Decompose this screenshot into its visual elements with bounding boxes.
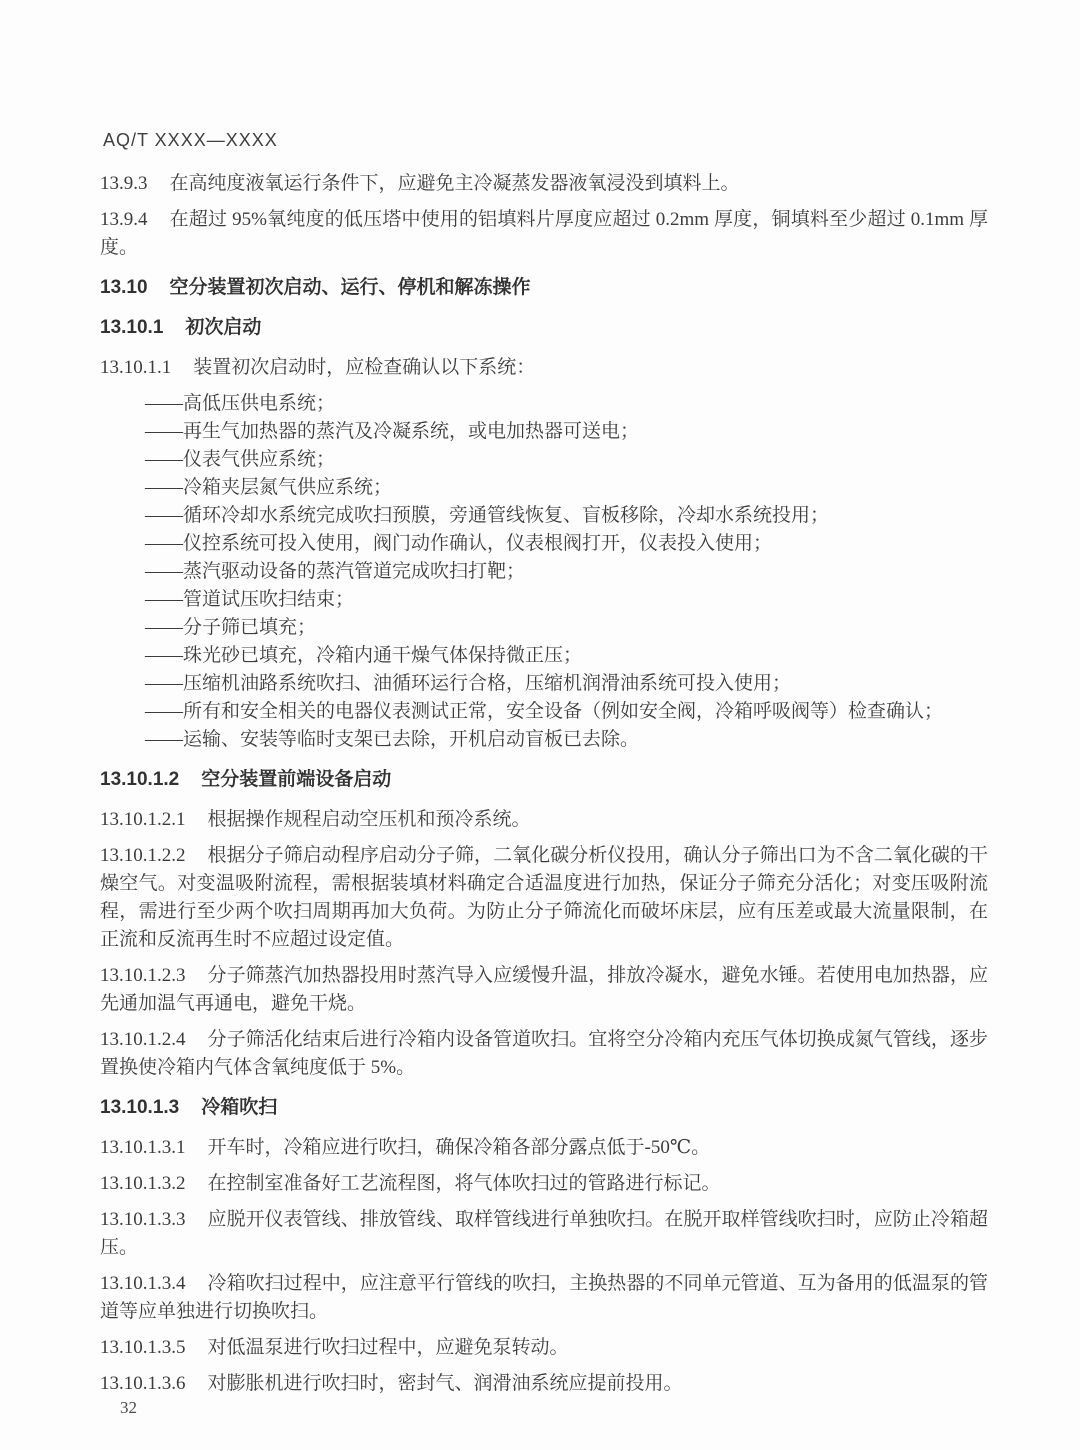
clause-number: 13.10.1.2 (100, 769, 180, 790)
clause-text: ——分子筛已填充； (145, 617, 317, 638)
clause-number: 13.10.1.2.3 (100, 965, 186, 986)
clause-text: 空分装置前端设备启动 (201, 769, 392, 790)
dash-list-item (100, 614, 988, 642)
clause-paragraph (100, 1134, 988, 1162)
clause-text: 分子筛活化结束后进行冷箱内设备管道吹扫。宜将空分冷箱内充压气体切换成氮气管线，逐步置换使冷箱内气体含氧纯度低于 5%。 (100, 1029, 988, 1078)
clause-paragraph (100, 1270, 988, 1326)
clause-number: 13.10.1.1 (100, 357, 172, 378)
clause-number: 13.10.1.2.2 (100, 845, 186, 866)
clause-number: 13.10 (100, 277, 148, 298)
clause-text: 对低温泵进行吹扫过程中，应避免泵转动。 (207, 1337, 569, 1358)
clause-text: ——冷箱夹层氮气供应系统； (145, 477, 393, 498)
clause-paragraph (100, 1370, 988, 1398)
clause-text: 在超过 95%氧纯度的低压塔中使用的铝填料片厚度应超过 0.2mm 厚度，铜填料至少超过 0.1mm 厚度。 (100, 209, 988, 258)
clause-text: ——再生气加热器的蒸汽及冷凝系统，或电加热器可送电； (145, 421, 640, 442)
doc-header-code: AQ/T XXXX—XXXX (103, 130, 278, 150)
clause-text: 根据操作规程启动空压机和预冷系统。 (207, 809, 531, 830)
clause-paragraph (100, 1026, 988, 1082)
clause-text: ——蒸汽驱动设备的蒸汽管道完成吹扫打靶； (145, 561, 526, 582)
dash-list-item (100, 530, 988, 558)
clause-text: 空分装置初次启动、运行、停机和解冻操作 (169, 277, 531, 298)
clause-text: 开车时，冷箱应进行吹扫，确保冷箱各部分露点低于-50℃。 (207, 1137, 711, 1158)
clause-number: 13.10.1.3 (100, 1097, 180, 1118)
section-heading (100, 274, 988, 302)
clause-text: 根据分子筛启动程序启动分子筛，二氧化碳分析仪投用，确认分子筛出口为不含二氧化碳的干燥空气。对变温吸附流程，需根据装填材料确定合适温度进行加热，保证分子筛充分活化；对变压吸附流程，需进行至少两个吹扫周期再加大负荷。为防止分子筛流化而破坏床层，应有压差或最大流量限制，在正流和反流再生时不应超过设定值。 (100, 845, 988, 950)
clause-paragraph (100, 206, 988, 262)
section-heading (100, 314, 988, 342)
page-number: 32 (120, 1398, 137, 1417)
clause-number: 13.9.3 (100, 173, 148, 194)
dash-list-item (100, 698, 988, 726)
document-body (100, 170, 988, 1406)
clause-number: 13.10.1.3.2 (100, 1173, 186, 1194)
clause-text: ——所有和安全相关的电器仪表测试正常，安全设备（例如安全阀，冷箱呼吸阀等）检查确认； (145, 701, 944, 722)
section-heading (100, 1094, 988, 1122)
clause-number: 13.10.1.3.6 (100, 1373, 186, 1394)
dash-list-item (100, 390, 988, 418)
clause-text: ——高低压供电系统； (145, 393, 336, 414)
dash-list-item (100, 502, 988, 530)
clause-number: 13.10.1.3.3 (100, 1209, 186, 1230)
clause-number: 13.10.1.3.1 (100, 1137, 186, 1158)
clause-text: 装置初次启动时，应检查确认以下系统： (193, 357, 536, 378)
dash-list-item (100, 558, 988, 586)
clause-number: 13.10.1.3.5 (100, 1337, 186, 1358)
clause-text: ——运输、安装等临时支架已去除，开机启动盲板已去除。 (145, 729, 640, 750)
clause-paragraph (100, 962, 988, 1018)
dash-list-item (100, 642, 988, 670)
clause-text: 分子筛蒸汽加热器投用时蒸汽导入应缓慢升温，排放冷凝水，避免水锤。若使用电加热器，应先通加温气再通电，避免干烧。 (100, 965, 988, 1014)
clause-text: ——仪表气供应系统； (145, 449, 336, 470)
dash-list-item (100, 726, 988, 754)
clause-text: 应脱开仪表管线、排放管线、取样管线进行单独吹扫。在脱开取样管线吹扫时，应防止冷箱超压。 (100, 1209, 988, 1258)
clause-number: 13.10.1.3.4 (100, 1273, 186, 1294)
clause-number: 13.9.4 (100, 209, 148, 230)
clause-paragraph (100, 1334, 988, 1362)
dash-list-item (100, 446, 988, 474)
clause-paragraph (100, 1206, 988, 1262)
section-heading (100, 766, 988, 794)
clause-text: 冷箱吹扫 (201, 1097, 278, 1118)
clause-paragraph (100, 806, 988, 834)
clause-paragraph (100, 842, 988, 954)
dash-list-item (100, 670, 988, 698)
clause-text: 在高纯度液氧运行条件下，应避免主冷凝蒸发器液氧浸没到填料上。 (169, 173, 740, 194)
dash-list-item (100, 418, 988, 446)
clause-text: ——压缩机油路系统吹扫、油循环运行合格，压缩机润滑油系统可投入使用； (145, 673, 792, 694)
clause-paragraph (100, 1170, 988, 1198)
clause-text: ——管道试压吹扫结束； (145, 589, 355, 610)
clause-number: 13.10.1.2.1 (100, 809, 186, 830)
clause-text: 初次启动 (185, 317, 262, 338)
dash-list-item (100, 474, 988, 502)
clause-text: 在控制室准备好工艺流程图，将气体吹扫过的管路进行标记。 (207, 1173, 721, 1194)
clause-text: 对膨胀机进行吹扫时，密封气、润滑油系统应提前投用。 (207, 1373, 683, 1394)
clause-number: 13.10.1.2.4 (100, 1029, 186, 1050)
dash-list-item (100, 586, 988, 614)
clause-text: ——循环冷却水系统完成吹扫预膜，旁通管线恢复、盲板移除，冷却水系统投用； (145, 505, 830, 526)
clause-paragraph (100, 354, 988, 382)
clause-paragraph (100, 170, 988, 198)
clause-text: ——仪控系统可投入使用，阀门动作确认，仪表根阀打开，仪表投入使用； (145, 533, 773, 554)
clause-text: 冷箱吹扫过程中，应注意平行管线的吹扫，主换热器的不同单元管道、互为备用的低温泵的管道等应单独进行切换吹扫。 (100, 1273, 988, 1322)
clause-number: 13.10.1 (100, 317, 164, 338)
clause-text: ——珠光砂已填充，冷箱内通干燥气体保持微正压； (145, 645, 583, 666)
